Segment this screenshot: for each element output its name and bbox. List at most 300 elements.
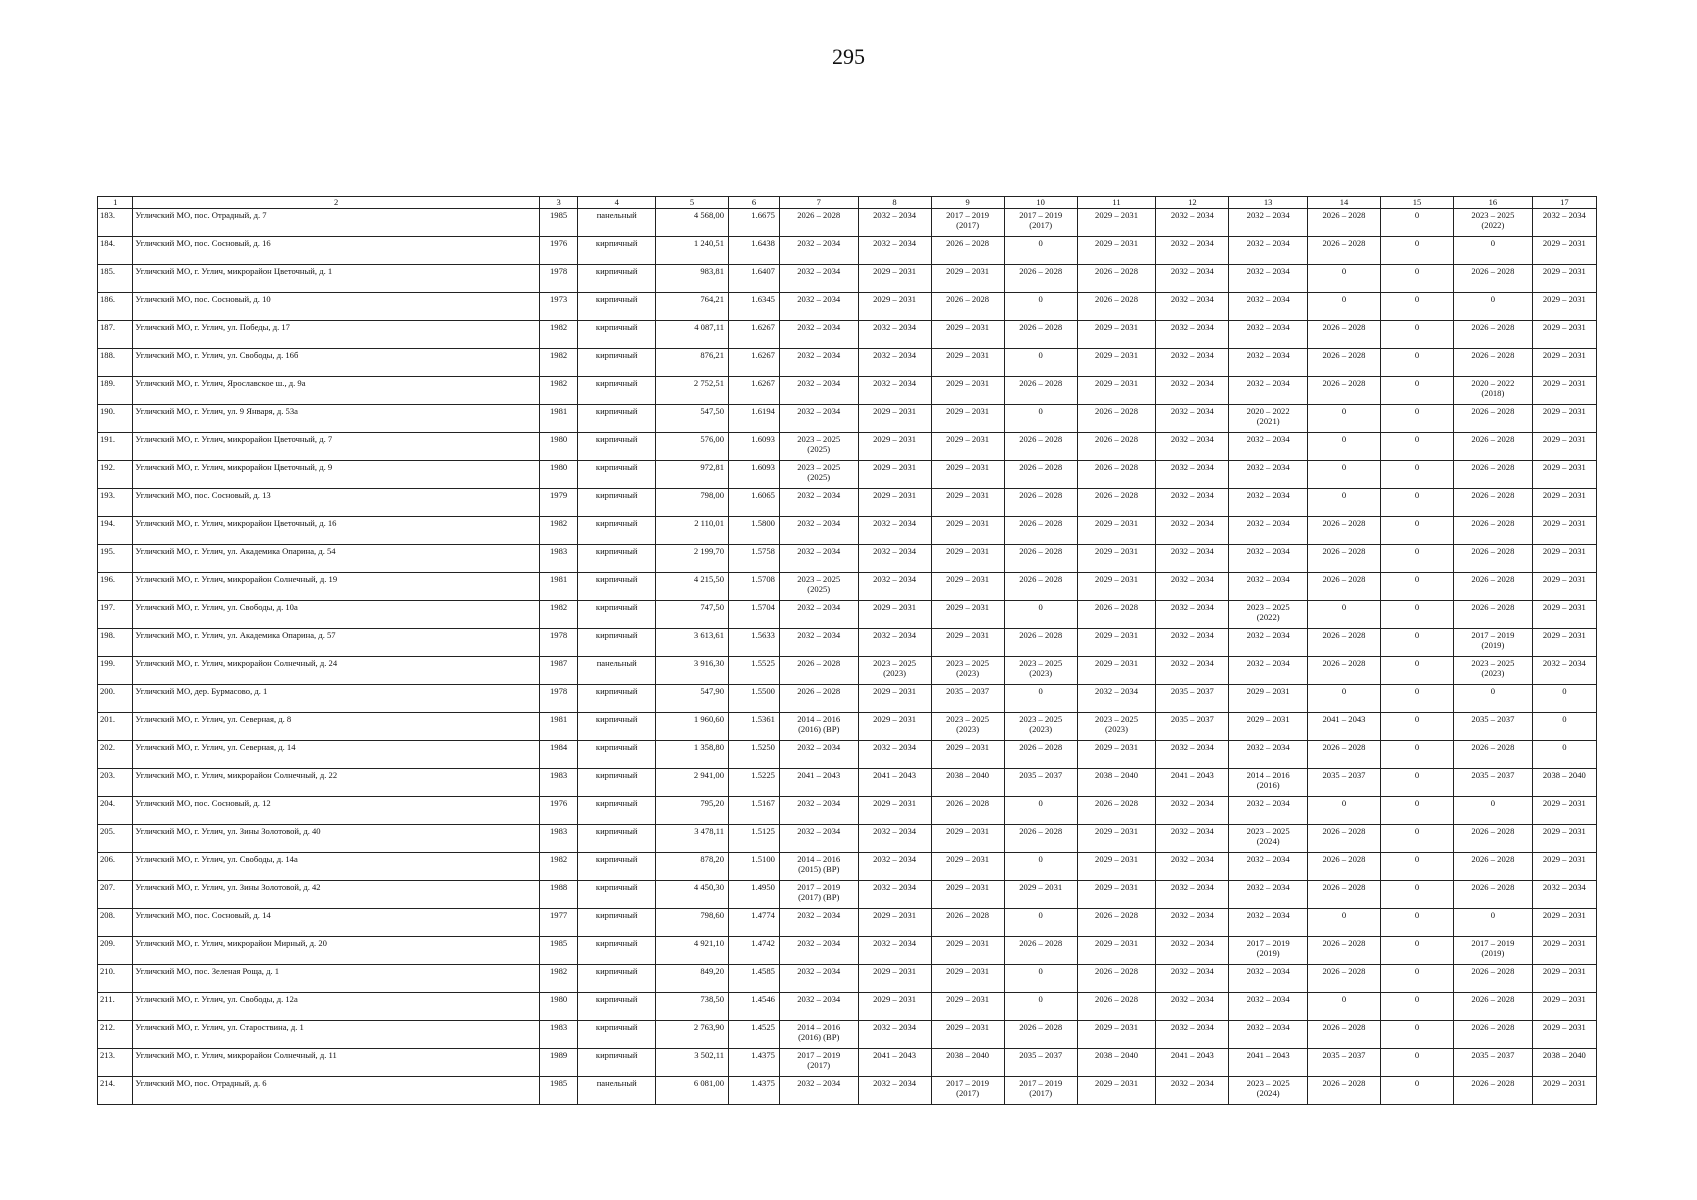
- value-cell: 2035 – 2037: [1307, 768, 1380, 796]
- value-cell: 1985: [539, 936, 578, 964]
- value-cell: 1.6065: [729, 488, 780, 516]
- value-cell: 2029 – 2031: [1532, 1076, 1596, 1104]
- value-cell: 2029 – 2031: [1532, 628, 1596, 656]
- value-cell: 2032 – 2034: [1229, 656, 1308, 684]
- value-cell: 1983: [539, 544, 578, 572]
- value-cell: кирпичный: [578, 320, 655, 348]
- value-cell: 0: [1381, 796, 1454, 824]
- value-cell: 2029 – 2031: [1532, 348, 1596, 376]
- value-cell: 0: [1381, 320, 1454, 348]
- value-cell: 2029 – 2031: [931, 376, 1004, 404]
- table-row: [98, 824, 1597, 852]
- value-cell: 2029 – 2031: [858, 908, 931, 936]
- value-cell: 1979: [539, 488, 578, 516]
- row-number-cell: 214.: [98, 1076, 133, 1104]
- value-cell: 2032 – 2034: [1156, 880, 1229, 908]
- value-cell: 0: [1381, 376, 1454, 404]
- column-number-cell: 5: [655, 197, 728, 209]
- value-cell: 0: [1307, 600, 1380, 628]
- value-cell: 2026 – 2028: [1307, 208, 1380, 236]
- row-number-cell: 188.: [98, 348, 133, 376]
- value-cell: 2020 – 2022 (2018): [1454, 376, 1533, 404]
- value-cell: 0: [1381, 264, 1454, 292]
- value-cell: 0: [1381, 740, 1454, 768]
- value-cell: 2026 – 2028: [1307, 852, 1380, 880]
- value-cell: 2035 – 2037: [1004, 1048, 1077, 1076]
- value-cell: 2029 – 2031: [931, 740, 1004, 768]
- value-cell: 547,90: [655, 684, 728, 712]
- table-row: [98, 740, 1597, 768]
- value-cell: 2032 – 2034: [1229, 964, 1308, 992]
- table-row: [98, 1076, 1597, 1104]
- row-number-cell: 192.: [98, 460, 133, 488]
- value-cell: 2032 – 2034: [1156, 544, 1229, 572]
- value-cell: 1.5758: [729, 544, 780, 572]
- value-cell: 0: [1004, 236, 1077, 264]
- value-cell: 2029 – 2031: [931, 880, 1004, 908]
- value-cell: 2032 – 2034: [1156, 404, 1229, 432]
- value-cell: 2026 – 2028: [1454, 572, 1533, 600]
- value-cell: 0: [1381, 964, 1454, 992]
- value-cell: 2032 – 2034: [858, 348, 931, 376]
- value-cell: 2032 – 2034: [858, 936, 931, 964]
- value-cell: 1.4546: [729, 992, 780, 1020]
- value-cell: 2023 – 2025 (2023): [1077, 712, 1156, 740]
- value-cell: 2032 – 2034: [858, 1020, 931, 1048]
- value-cell: 2029 – 2031: [1077, 236, 1156, 264]
- value-cell: 0: [1381, 404, 1454, 432]
- value-cell: кирпичный: [578, 796, 655, 824]
- value-cell: 2032 – 2034: [1156, 600, 1229, 628]
- value-cell: 2032 – 2034: [779, 404, 858, 432]
- value-cell: 795,20: [655, 796, 728, 824]
- value-cell: 0: [1454, 236, 1533, 264]
- value-cell: 0: [1004, 964, 1077, 992]
- address-cell: Угличский МО, пос. Сосновый, д. 16: [133, 236, 539, 264]
- value-cell: 2017 – 2019 (2019): [1229, 936, 1308, 964]
- value-cell: 2029 – 2031: [1532, 992, 1596, 1020]
- value-cell: 2029 – 2031: [931, 1020, 1004, 1048]
- value-cell: 2026 – 2028: [1004, 376, 1077, 404]
- value-cell: 2014 – 2016 (2015) (ВР): [779, 852, 858, 880]
- value-cell: 0: [1307, 796, 1380, 824]
- value-cell: 2032 – 2034: [1229, 516, 1308, 544]
- value-cell: 0: [1004, 600, 1077, 628]
- value-cell: 2026 – 2028: [1454, 460, 1533, 488]
- row-number-cell: 190.: [98, 404, 133, 432]
- value-cell: 2023 – 2025 (2023): [1004, 712, 1077, 740]
- row-number-cell: 199.: [98, 656, 133, 684]
- column-number-cell: 8: [858, 197, 931, 209]
- column-number-cell: 13: [1229, 197, 1308, 209]
- value-cell: 2029 – 2031: [931, 992, 1004, 1020]
- column-number-cell: 9: [931, 197, 1004, 209]
- column-number-cell: 11: [1077, 197, 1156, 209]
- value-cell: 2026 – 2028: [1454, 852, 1533, 880]
- value-cell: 2032 – 2034: [1229, 292, 1308, 320]
- value-cell: 6 081,00: [655, 1076, 728, 1104]
- value-cell: 2029 – 2031: [1077, 376, 1156, 404]
- value-cell: 2029 – 2031: [858, 992, 931, 1020]
- value-cell: 2029 – 2031: [1532, 852, 1596, 880]
- value-cell: 2029 – 2031: [858, 488, 931, 516]
- value-cell: 2026 – 2028: [1004, 320, 1077, 348]
- address-cell: Угличский МО, г. Углич, ул. Свободы, д. 14а: [133, 852, 539, 880]
- address-cell: Угличский МО, г. Углич, ул. 9 Января, д. 53а: [133, 404, 539, 432]
- value-cell: 0: [1381, 348, 1454, 376]
- value-cell: 2029 – 2031: [1532, 572, 1596, 600]
- address-cell: Угличский МО, г. Углич, ул. Зины Золотовой, д. 42: [133, 880, 539, 908]
- address-cell: Угличский МО, пос. Зеленая Роща, д. 1: [133, 964, 539, 992]
- table-row: [98, 264, 1597, 292]
- value-cell: 2029 – 2031: [1532, 292, 1596, 320]
- value-cell: 1981: [539, 712, 578, 740]
- row-number-cell: 197.: [98, 600, 133, 628]
- value-cell: 2026 – 2028: [1307, 544, 1380, 572]
- value-cell: 2035 – 2037: [1454, 1048, 1533, 1076]
- value-cell: кирпичный: [578, 1020, 655, 1048]
- value-cell: 2029 – 2031: [931, 600, 1004, 628]
- value-cell: 2032 – 2034: [858, 1076, 931, 1104]
- value-cell: 2032 – 2034: [1229, 376, 1308, 404]
- value-cell: 2032 – 2034: [858, 544, 931, 572]
- value-cell: 2023 – 2025 (2023): [858, 656, 931, 684]
- value-cell: 2026 – 2028: [1077, 432, 1156, 460]
- value-cell: 2026 – 2028: [1077, 404, 1156, 432]
- value-cell: 1.6194: [729, 404, 780, 432]
- value-cell: 2032 – 2034: [1229, 880, 1308, 908]
- value-cell: 2032 – 2034: [1229, 236, 1308, 264]
- value-cell: 2026 – 2028: [1454, 880, 1533, 908]
- table-row: [98, 208, 1597, 236]
- value-cell: 0: [1004, 404, 1077, 432]
- value-cell: 2032 – 2034: [1229, 208, 1308, 236]
- table-row: [98, 684, 1597, 712]
- value-cell: 2023 – 2025 (2025): [779, 432, 858, 460]
- value-cell: 2029 – 2031: [1532, 936, 1596, 964]
- value-cell: 0: [1381, 1020, 1454, 1048]
- row-number-cell: 205.: [98, 824, 133, 852]
- value-cell: 2032 – 2034: [779, 740, 858, 768]
- value-cell: 2032 – 2034: [858, 628, 931, 656]
- value-cell: 2026 – 2028: [1307, 320, 1380, 348]
- value-cell: 2029 – 2031: [1077, 656, 1156, 684]
- value-cell: 764,21: [655, 292, 728, 320]
- value-cell: 0: [1004, 992, 1077, 1020]
- value-cell: 2 763,90: [655, 1020, 728, 1048]
- value-cell: 2029 – 2031: [1077, 1076, 1156, 1104]
- value-cell: 0: [1454, 908, 1533, 936]
- value-cell: 2041 – 2043: [1229, 1048, 1308, 1076]
- value-cell: кирпичный: [578, 488, 655, 516]
- value-cell: 2014 – 2016 (2016) (ВР): [779, 712, 858, 740]
- address-cell: Угличский МО, г. Углич, ул. Зины Золотовой, д. 40: [133, 824, 539, 852]
- value-cell: 2032 – 2034: [1156, 460, 1229, 488]
- value-cell: 2026 – 2028: [1077, 992, 1156, 1020]
- value-cell: 2038 – 2040: [931, 1048, 1004, 1076]
- value-cell: 2 941,00: [655, 768, 728, 796]
- value-cell: 2032 – 2034: [779, 516, 858, 544]
- value-cell: 1988: [539, 880, 578, 908]
- table-row: [98, 992, 1597, 1020]
- value-cell: 1978: [539, 684, 578, 712]
- value-cell: 1.5167: [729, 796, 780, 824]
- value-cell: 2032 – 2034: [779, 1076, 858, 1104]
- value-cell: 0: [1307, 292, 1380, 320]
- row-number-cell: 186.: [98, 292, 133, 320]
- value-cell: 2026 – 2028: [1004, 544, 1077, 572]
- value-cell: 0: [1381, 684, 1454, 712]
- value-cell: 2023 – 2025 (2025): [779, 572, 858, 600]
- value-cell: 2026 – 2028: [1077, 600, 1156, 628]
- value-cell: 2029 – 2031: [931, 488, 1004, 516]
- table-row: [98, 880, 1597, 908]
- value-cell: 0: [1381, 1048, 1454, 1076]
- value-cell: 1.5704: [729, 600, 780, 628]
- row-number-cell: 206.: [98, 852, 133, 880]
- value-cell: 0: [1381, 936, 1454, 964]
- value-cell: 2032 – 2034: [1156, 1020, 1229, 1048]
- value-cell: 2014 – 2016 (2016) (ВР): [779, 1020, 858, 1048]
- value-cell: 1980: [539, 432, 578, 460]
- value-cell: 576,00: [655, 432, 728, 460]
- row-number-cell: 211.: [98, 992, 133, 1020]
- value-cell: 747,50: [655, 600, 728, 628]
- value-cell: 0: [1307, 684, 1380, 712]
- value-cell: 2026 – 2028: [1454, 348, 1533, 376]
- value-cell: 2035 – 2037: [1156, 684, 1229, 712]
- value-cell: кирпичный: [578, 992, 655, 1020]
- row-number-cell: 193.: [98, 488, 133, 516]
- value-cell: 1.4375: [729, 1076, 780, 1104]
- value-cell: 4 087,11: [655, 320, 728, 348]
- value-cell: 1983: [539, 824, 578, 852]
- value-cell: 2026 – 2028: [779, 684, 858, 712]
- address-cell: Угличский МО, г. Углич, микрорайон Цветочный, д. 16: [133, 516, 539, 544]
- value-cell: 1.6267: [729, 376, 780, 404]
- column-number-cell: 15: [1381, 197, 1454, 209]
- value-cell: 2032 – 2034: [779, 824, 858, 852]
- value-cell: 2032 – 2034: [1156, 908, 1229, 936]
- value-cell: 2032 – 2034: [1156, 236, 1229, 264]
- table-row: [98, 236, 1597, 264]
- table-row: [98, 908, 1597, 936]
- value-cell: 2032 – 2034: [779, 320, 858, 348]
- row-number-cell: 198.: [98, 628, 133, 656]
- value-cell: 2026 – 2028: [1004, 1020, 1077, 1048]
- value-cell: 2026 – 2028: [1454, 992, 1533, 1020]
- table-row: [98, 936, 1597, 964]
- address-cell: Угличский МО, пос. Отрадный, д. 6: [133, 1076, 539, 1104]
- value-cell: 2029 – 2031: [858, 712, 931, 740]
- value-cell: 0: [1381, 656, 1454, 684]
- value-cell: 2026 – 2028: [1004, 264, 1077, 292]
- table-row: [98, 432, 1597, 460]
- value-cell: 2026 – 2028: [1454, 1076, 1533, 1104]
- row-number-cell: 210.: [98, 964, 133, 992]
- table-row: [98, 320, 1597, 348]
- value-cell: 1985: [539, 208, 578, 236]
- value-cell: 2026 – 2028: [1004, 572, 1077, 600]
- address-cell: Угличский МО, г. Углич, микрорайон Солнечный, д. 11: [133, 1048, 539, 1076]
- column-number-cell: 1: [98, 197, 133, 209]
- value-cell: 2032 – 2034: [1532, 208, 1596, 236]
- column-number-cell: 12: [1156, 197, 1229, 209]
- address-cell: Угличский МО, г. Углич, микрорайон Цветочный, д. 1: [133, 264, 539, 292]
- address-cell: Угличский МО, г. Углич, микрорайон Мирный, д. 20: [133, 936, 539, 964]
- value-cell: 2032 – 2034: [1156, 376, 1229, 404]
- value-cell: 2029 – 2031: [1532, 544, 1596, 572]
- address-cell: Угличский МО, пос. Сосновый, д. 12: [133, 796, 539, 824]
- value-cell: 2032 – 2034: [1156, 796, 1229, 824]
- value-cell: 2032 – 2034: [858, 376, 931, 404]
- value-cell: 2029 – 2031: [1532, 320, 1596, 348]
- value-cell: 2032 – 2034: [1156, 964, 1229, 992]
- value-cell: 2026 – 2028: [1307, 656, 1380, 684]
- address-cell: Угличский МО, г. Углич, ул. Академика Опарина, д. 57: [133, 628, 539, 656]
- value-cell: 2026 – 2028: [1454, 824, 1533, 852]
- value-cell: 1981: [539, 572, 578, 600]
- value-cell: 1.6093: [729, 432, 780, 460]
- value-cell: 2032 – 2034: [779, 628, 858, 656]
- value-cell: 2041 – 2043: [1156, 768, 1229, 796]
- value-cell: 1984: [539, 740, 578, 768]
- value-cell: 4 215,50: [655, 572, 728, 600]
- value-cell: 2026 – 2028: [1077, 796, 1156, 824]
- address-cell: Угличский МО, г. Углич, микрорайон Солнечный, д. 24: [133, 656, 539, 684]
- value-cell: 0: [1381, 460, 1454, 488]
- value-cell: 2032 – 2034: [1156, 516, 1229, 544]
- row-number-cell: 196.: [98, 572, 133, 600]
- value-cell: 2029 – 2031: [1532, 824, 1596, 852]
- value-cell: 2023 – 2025 (2022): [1229, 600, 1308, 628]
- value-cell: 2026 – 2028: [1077, 908, 1156, 936]
- value-cell: 1.6267: [729, 320, 780, 348]
- value-cell: 1987: [539, 656, 578, 684]
- value-cell: 2026 – 2028: [1454, 740, 1533, 768]
- value-cell: 2026 – 2028: [1307, 236, 1380, 264]
- table-row: [98, 712, 1597, 740]
- value-cell: 0: [1004, 908, 1077, 936]
- value-cell: 2029 – 2031: [931, 544, 1004, 572]
- table-row: [98, 852, 1597, 880]
- value-cell: 2032 – 2034: [779, 292, 858, 320]
- row-number-cell: 203.: [98, 768, 133, 796]
- value-cell: 1.4742: [729, 936, 780, 964]
- value-cell: 1985: [539, 1076, 578, 1104]
- value-cell: 1.5525: [729, 656, 780, 684]
- value-cell: 1.6407: [729, 264, 780, 292]
- value-cell: 2026 – 2028: [1307, 964, 1380, 992]
- value-cell: 0: [1381, 824, 1454, 852]
- value-cell: 2041 – 2043: [779, 768, 858, 796]
- table-row: [98, 768, 1597, 796]
- value-cell: 2 199,70: [655, 544, 728, 572]
- address-cell: Угличский МО, г. Углич, ул. Победы, д. 17: [133, 320, 539, 348]
- value-cell: 1.5250: [729, 740, 780, 768]
- value-cell: 2029 – 2031: [858, 684, 931, 712]
- value-cell: 3 613,61: [655, 628, 728, 656]
- address-cell: Угличский МО, пос. Отрадный, д. 7: [133, 208, 539, 236]
- address-cell: Угличский МО, г. Углич, ул. Северная, д. 8: [133, 712, 539, 740]
- value-cell: 2017 – 2019 (2017): [931, 1076, 1004, 1104]
- value-cell: 1982: [539, 348, 578, 376]
- value-cell: 2032 – 2034: [1156, 824, 1229, 852]
- value-cell: 1983: [539, 768, 578, 796]
- value-cell: 1.5500: [729, 684, 780, 712]
- table-row: [98, 1048, 1597, 1076]
- address-cell: Угличский МО, г. Углич, микрорайон Солнечный, д. 22: [133, 768, 539, 796]
- value-cell: 2029 – 2031: [1077, 740, 1156, 768]
- value-cell: 3 916,30: [655, 656, 728, 684]
- value-cell: 2029 – 2031: [931, 264, 1004, 292]
- value-cell: 2032 – 2034: [1532, 880, 1596, 908]
- value-cell: 2032 – 2034: [1156, 208, 1229, 236]
- value-cell: 2029 – 2031: [858, 964, 931, 992]
- value-cell: 2017 – 2019 (2017): [1004, 1076, 1077, 1104]
- value-cell: 2032 – 2034: [779, 908, 858, 936]
- value-cell: 2032 – 2034: [1229, 348, 1308, 376]
- address-cell: Угличский МО, г. Углич, микрорайон Цветочный, д. 9: [133, 460, 539, 488]
- value-cell: 0: [1532, 684, 1596, 712]
- value-cell: 2029 – 2031: [931, 572, 1004, 600]
- value-cell: 798,60: [655, 908, 728, 936]
- value-cell: 2029 – 2031: [1229, 684, 1308, 712]
- row-number-cell: 195.: [98, 544, 133, 572]
- value-cell: 1976: [539, 236, 578, 264]
- value-cell: 1982: [539, 376, 578, 404]
- value-cell: 2029 – 2031: [931, 348, 1004, 376]
- value-cell: 2032 – 2034: [779, 992, 858, 1020]
- value-cell: панельный: [578, 1076, 655, 1104]
- value-cell: 2029 – 2031: [1077, 348, 1156, 376]
- value-cell: 2029 – 2031: [1077, 516, 1156, 544]
- value-cell: 2026 – 2028: [931, 796, 1004, 824]
- value-cell: 2026 – 2028: [1004, 824, 1077, 852]
- value-cell: 0: [1381, 992, 1454, 1020]
- value-cell: 2029 – 2031: [931, 432, 1004, 460]
- value-cell: 0: [1004, 796, 1077, 824]
- value-cell: 2029 – 2031: [858, 264, 931, 292]
- value-cell: кирпичный: [578, 964, 655, 992]
- address-cell: Угличский МО, пос. Сосновый, д. 14: [133, 908, 539, 936]
- value-cell: 2032 – 2034: [1229, 572, 1308, 600]
- column-number-cell: 4: [578, 197, 655, 209]
- value-cell: 2032 – 2034: [1156, 320, 1229, 348]
- table-row: [98, 572, 1597, 600]
- value-cell: 2032 – 2034: [779, 544, 858, 572]
- value-cell: 2032 – 2034: [1156, 1076, 1229, 1104]
- value-cell: 2029 – 2031: [1077, 320, 1156, 348]
- housing-repair-table: [97, 196, 1597, 1105]
- value-cell: 0: [1307, 460, 1380, 488]
- value-cell: 2017 – 2019 (2017) (ВР): [779, 880, 858, 908]
- value-cell: 2032 – 2034: [1532, 656, 1596, 684]
- table-row: [98, 488, 1597, 516]
- value-cell: 2026 – 2028: [1454, 264, 1533, 292]
- value-cell: 3 502,11: [655, 1048, 728, 1076]
- value-cell: 2023 – 2025 (2025): [779, 460, 858, 488]
- value-cell: 2029 – 2031: [1532, 600, 1596, 628]
- value-cell: кирпичный: [578, 516, 655, 544]
- value-cell: кирпичный: [578, 740, 655, 768]
- value-cell: 738,50: [655, 992, 728, 1020]
- value-cell: 2032 – 2034: [1229, 320, 1308, 348]
- value-cell: 2032 – 2034: [1229, 908, 1308, 936]
- value-cell: 2029 – 2031: [1077, 208, 1156, 236]
- value-cell: 2032 – 2034: [779, 236, 858, 264]
- value-cell: 1.5633: [729, 628, 780, 656]
